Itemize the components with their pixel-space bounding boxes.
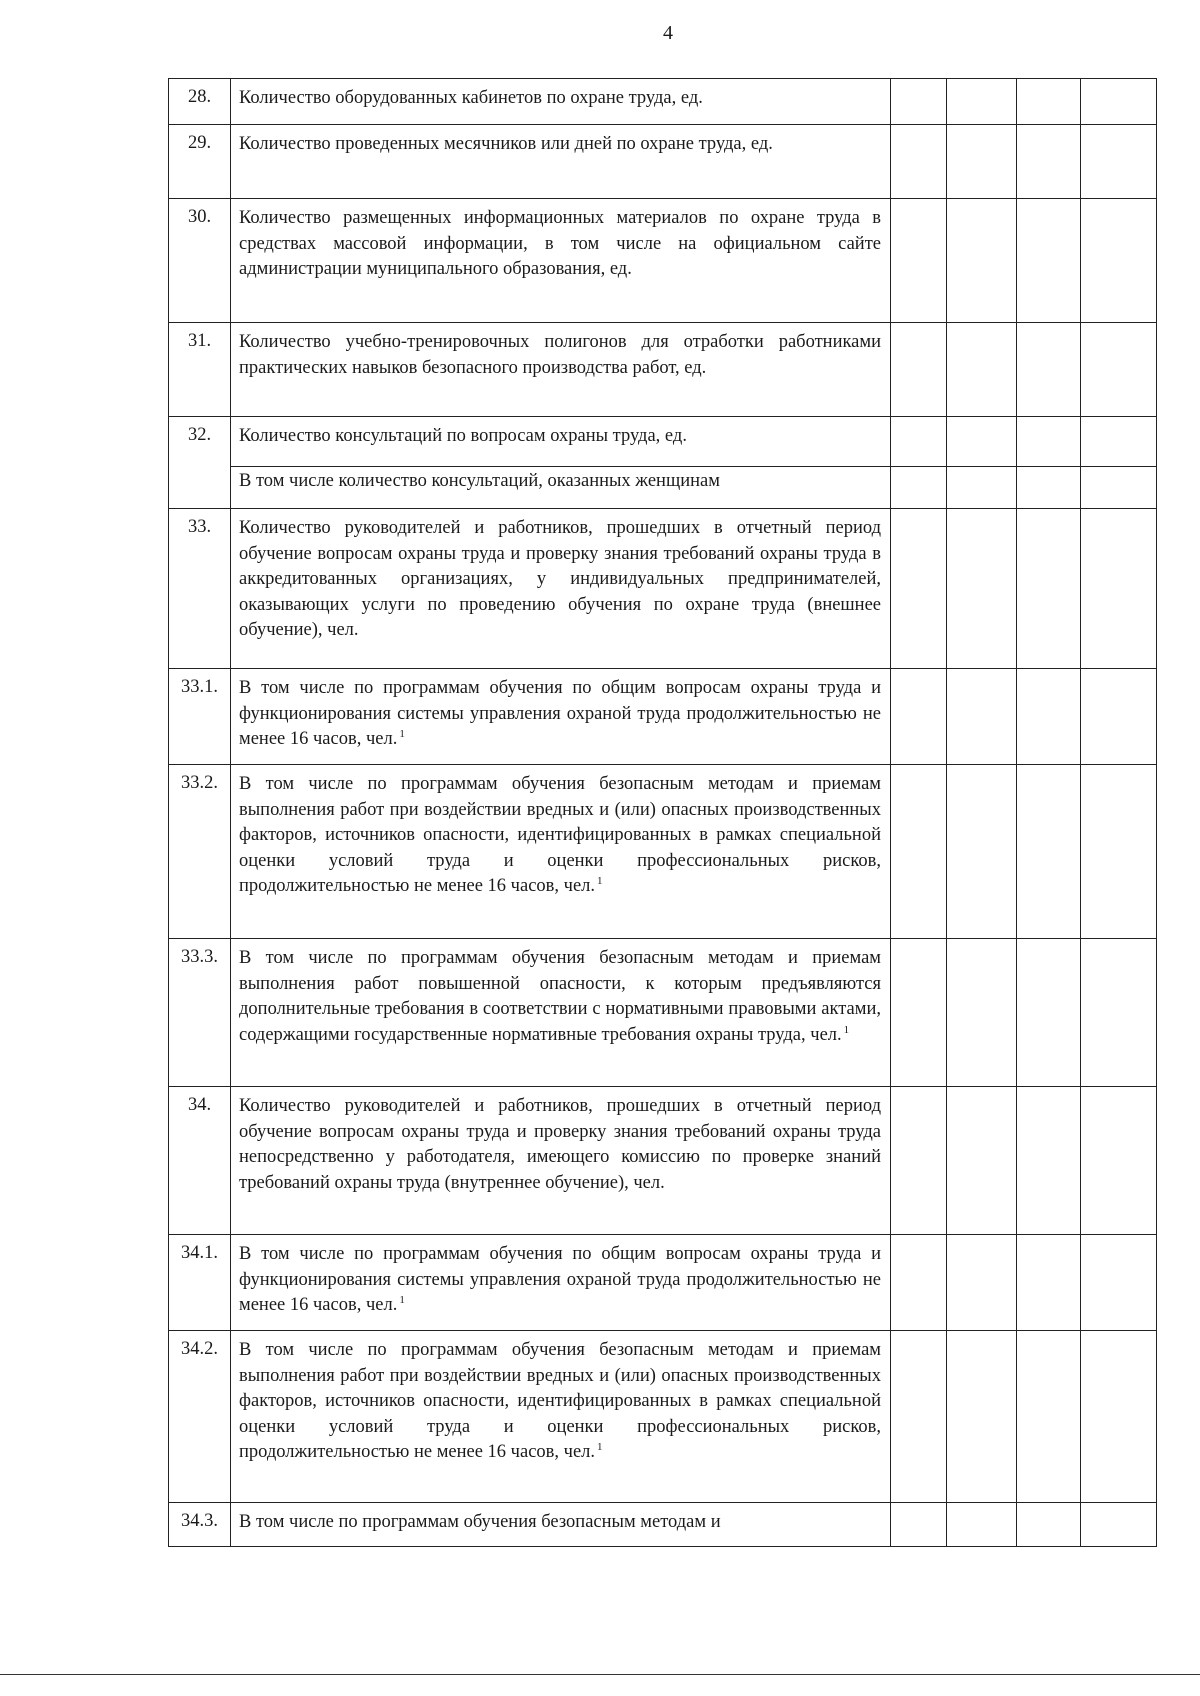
row-description: В том числе количество консультаций, оказанных женщинам	[231, 467, 891, 509]
value-cell	[891, 467, 947, 509]
value-cell	[947, 1235, 1017, 1331]
value-cell	[891, 417, 947, 467]
value-cell	[891, 1503, 947, 1547]
table-row	[169, 125, 1157, 199]
value-cell	[1081, 1331, 1157, 1503]
row-number: 34.3.	[169, 1503, 231, 1547]
value-cell	[891, 79, 947, 125]
value-cell	[1017, 467, 1081, 509]
row-number: 31.	[169, 323, 231, 417]
value-cell	[1017, 765, 1081, 939]
row-number: 33.2.	[169, 765, 231, 939]
value-cell	[947, 467, 1017, 509]
table-row	[169, 79, 1157, 125]
table-row	[169, 765, 1157, 939]
row-number: 34.	[169, 1087, 231, 1235]
row-description: Количество руководителей и работников, прошедших в отчетный период обучение вопросам охраны труда и проверку знания требований охраны труда непосредственно у работодателя, имеющего комиссию по проверке знаний требований охраны труда (внутреннее обучение), чел.	[231, 1087, 891, 1235]
value-cell	[1081, 1087, 1157, 1235]
row-number: 29.	[169, 125, 231, 199]
value-cell	[1017, 125, 1081, 199]
footnote-mark: 1	[399, 1294, 405, 1306]
value-cell	[1081, 939, 1157, 1087]
table-row	[169, 1503, 1157, 1547]
indicators-table	[168, 78, 1157, 1547]
row-description: В том числе по программам обучения по общим вопросам охраны труда и функционирования системы управления охраной труда продолжительностью не менее 16 часов, чел. $^1$	[231, 669, 891, 765]
footnote-mark: 1	[843, 1023, 850, 1036]
value-cell	[891, 1235, 947, 1331]
value-cell	[891, 323, 947, 417]
table-row	[169, 323, 1157, 417]
value-cell	[1081, 467, 1157, 509]
table-row	[169, 417, 1157, 467]
value-cell	[947, 669, 1017, 765]
table-row	[169, 199, 1157, 323]
row-number: 33.	[169, 509, 231, 669]
value-cell	[947, 765, 1017, 939]
value-cell	[947, 323, 1017, 417]
value-cell	[891, 765, 947, 939]
page-bottom-rule	[0, 1674, 1200, 1675]
value-cell	[891, 199, 947, 323]
value-cell	[947, 125, 1017, 199]
value-cell	[1017, 1331, 1081, 1503]
row-description: В том числе по программам обучения безопасным методам и приемам выполнения работ при воздействии вредных и (или) опасных производственных факторов, источников опасности, идентифицированных в рамках специальной оценки условий труда и оценки профессиональных рисков, продолжительностью не менее 16 часов, чел. $^1$	[231, 1331, 891, 1503]
row-description: Количество учебно-тренировочных полигонов для отработки работниками практических навыков безопасного производства работ, ед.	[231, 323, 891, 417]
value-cell	[947, 79, 1017, 125]
row-description: В том числе по программам обучения безопасным методам и приемам выполнения работ при воздействии вредных и (или) опасных производственных факторов, источников опасности, идентифицированных в рамках специальной оценки условий труда и оценки профессиональных рисков, продолжительностью не менее 16 часов, чел. $^1$	[231, 765, 891, 939]
value-cell	[891, 1087, 947, 1235]
footnote-mark: 1	[597, 875, 603, 887]
value-cell	[891, 669, 947, 765]
value-cell	[1017, 939, 1081, 1087]
row-description: Количество руководителей и работников, прошедших в отчетный период обучение вопросам охраны труда и проверку знания требований охраны труда в аккредитованных организациях, у индивидуальных предпринимателей, оказывающих услуги по проведению обучения по охране труда (внешнее обучение), чел.	[231, 509, 891, 669]
row-description: В том числе по программам обучения по общим вопросам охраны труда и функционирования системы управления охраной труда продолжительностью не менее 16 часов, чел. $^1$	[231, 1235, 891, 1331]
value-cell	[1081, 417, 1157, 467]
table-row	[169, 1331, 1157, 1503]
row-description: Количество проведенных месячников или дней по охране труда, ед.	[231, 125, 891, 199]
value-cell	[947, 1087, 1017, 1235]
row-description: Количество консультаций по вопросам охраны труда, ед.	[231, 417, 891, 467]
value-cell	[1081, 765, 1157, 939]
row-number: 32.	[169, 417, 231, 509]
value-cell	[891, 125, 947, 199]
value-cell	[947, 1331, 1017, 1503]
table-row	[169, 509, 1157, 669]
row-number: 28.	[169, 79, 231, 125]
value-cell	[1017, 1087, 1081, 1235]
row-number: 33.1.	[169, 669, 231, 765]
value-cell	[1017, 417, 1081, 467]
row-number: 34.2.	[169, 1331, 231, 1503]
value-cell	[1017, 1503, 1081, 1547]
value-cell	[1081, 1235, 1157, 1331]
value-cell	[1017, 79, 1081, 125]
value-cell	[947, 417, 1017, 467]
value-cell	[1081, 323, 1157, 417]
row-number: 33.3.	[169, 939, 231, 1087]
row-description: Количество оборудованных кабинетов по охране труда, ед.	[231, 79, 891, 125]
value-cell	[891, 1331, 947, 1503]
value-cell	[1081, 669, 1157, 765]
value-cell	[891, 939, 947, 1087]
table-row	[169, 1235, 1157, 1331]
row-number: 34.1.	[169, 1235, 231, 1331]
table-body	[169, 79, 1157, 1547]
value-cell	[1081, 1503, 1157, 1547]
row-description: В том числе по программам обучения безопасным методам и приемам выполнения работ повышенной опасности, к которым предъявляются дополнительные требования в соответствии с нормативными правовыми актами, содержащими государственные нормативные требования охраны труда, чел. $^1$	[231, 939, 891, 1087]
value-cell	[1017, 669, 1081, 765]
value-cell	[1081, 79, 1157, 125]
value-cell	[947, 1503, 1017, 1547]
row-number: 30.	[169, 199, 231, 323]
table-row	[169, 1087, 1157, 1235]
value-cell	[1017, 1235, 1081, 1331]
value-cell	[947, 199, 1017, 323]
row-description: В том числе по программам обучения безопасным методам и	[231, 1503, 891, 1547]
value-cell	[1017, 509, 1081, 669]
value-cell	[1081, 509, 1157, 669]
table-row	[169, 467, 1157, 509]
footnote-mark: 1	[399, 728, 405, 740]
page-number: 4	[663, 22, 673, 44]
value-cell	[947, 939, 1017, 1087]
value-cell	[891, 509, 947, 669]
value-cell	[1017, 323, 1081, 417]
row-description: Количество размещенных информационных материалов по охране труда в средствах массовой информации, в том числе на официальном сайте администрации муниципального образования, ед.	[231, 199, 891, 323]
value-cell	[1081, 199, 1157, 323]
footnote-mark: 1	[597, 1441, 603, 1453]
value-cell	[947, 509, 1017, 669]
table-row	[169, 939, 1157, 1087]
value-cell	[1081, 125, 1157, 199]
table-row	[169, 669, 1157, 765]
value-cell	[1017, 199, 1081, 323]
